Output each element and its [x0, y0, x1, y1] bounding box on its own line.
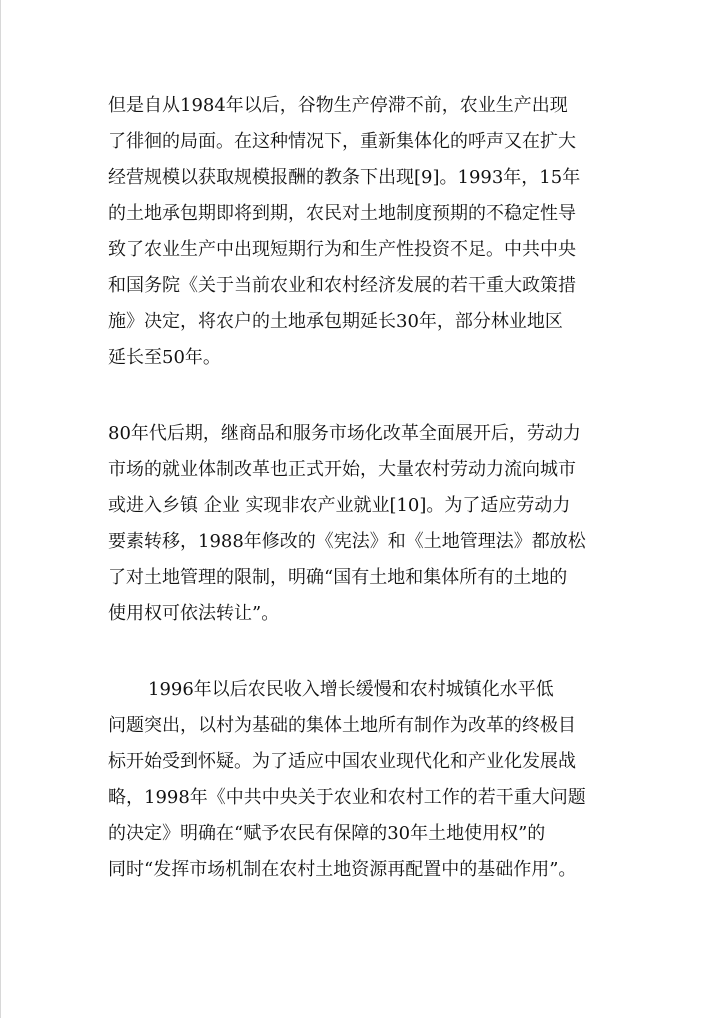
text-line: 了徘徊的局面。在这种情况下，重新集体化的呼声又在扩大 — [108, 131, 576, 152]
text-line: 和国务院《关于当前农业和农村经济发展的若干重大政策措 — [108, 275, 576, 296]
text-line: 或进入乡镇 企业 实现非农产业就业[10]。为了适应劳动力 — [108, 495, 571, 516]
text-line: 略，1998年《中共中央关于农业和农村工作的若干重大问题 — [108, 787, 586, 808]
text-line: 同时“发挥市场机制在农村土地资源再配置中的基础作用”。 — [108, 859, 577, 880]
text-line: 80年代后期，继商品和服务市场化改革全面展开后，劳动力 — [108, 423, 581, 444]
text-line: 了对土地管理的限制，明确“国有土地和集体所有的土地的 — [108, 567, 568, 588]
text-line: 的土地承包期即将到期，农民对土地制度预期的不稳定性导 — [108, 203, 576, 224]
text-line: 标开始受到怀疑。为了适应中国农业现代化和产业化发展战 — [108, 751, 576, 772]
text-line: 问题突出，以村为基础的集体土地所有制作为改革的终极目 — [108, 715, 576, 736]
text-line: 延长至50年。 — [108, 347, 221, 368]
document-body — [108, 88, 613, 888]
text-line: 的决定》明确在“赋予农民有保障的30年土地使用权”的 — [108, 823, 546, 844]
text-line: 经营规模以获取规模报酬的教条下出现[9]。1993年，15年 — [108, 167, 581, 188]
paragraph-1 — [108, 88, 613, 376]
text-line: 施》决定，将农户的土地承包期延长30年，部分林业地区 — [108, 311, 563, 332]
text-line: 致了农业生产中出现短期行为和生产性投资不足。中共中央 — [108, 239, 576, 260]
paragraph-3 — [108, 672, 613, 888]
page-left-border — [0, 0, 1, 1018]
text-line: 但是自从1984年以后，谷物生产停滞不前，农业生产出现 — [108, 95, 568, 116]
text-line: 市场的就业体制改革也正式开始，大量农村劳动力流向城市 — [108, 459, 576, 480]
paragraph-2 — [108, 416, 613, 632]
text-line: 要素转移，1988年修改的《宪法》和《土地管理法》都放松 — [108, 531, 586, 552]
text-line: 使用权可依法转让”。 — [108, 603, 280, 624]
text-line: 1996年以后农民收入增长缓慢和农村城镇化水平低 — [148, 679, 554, 700]
